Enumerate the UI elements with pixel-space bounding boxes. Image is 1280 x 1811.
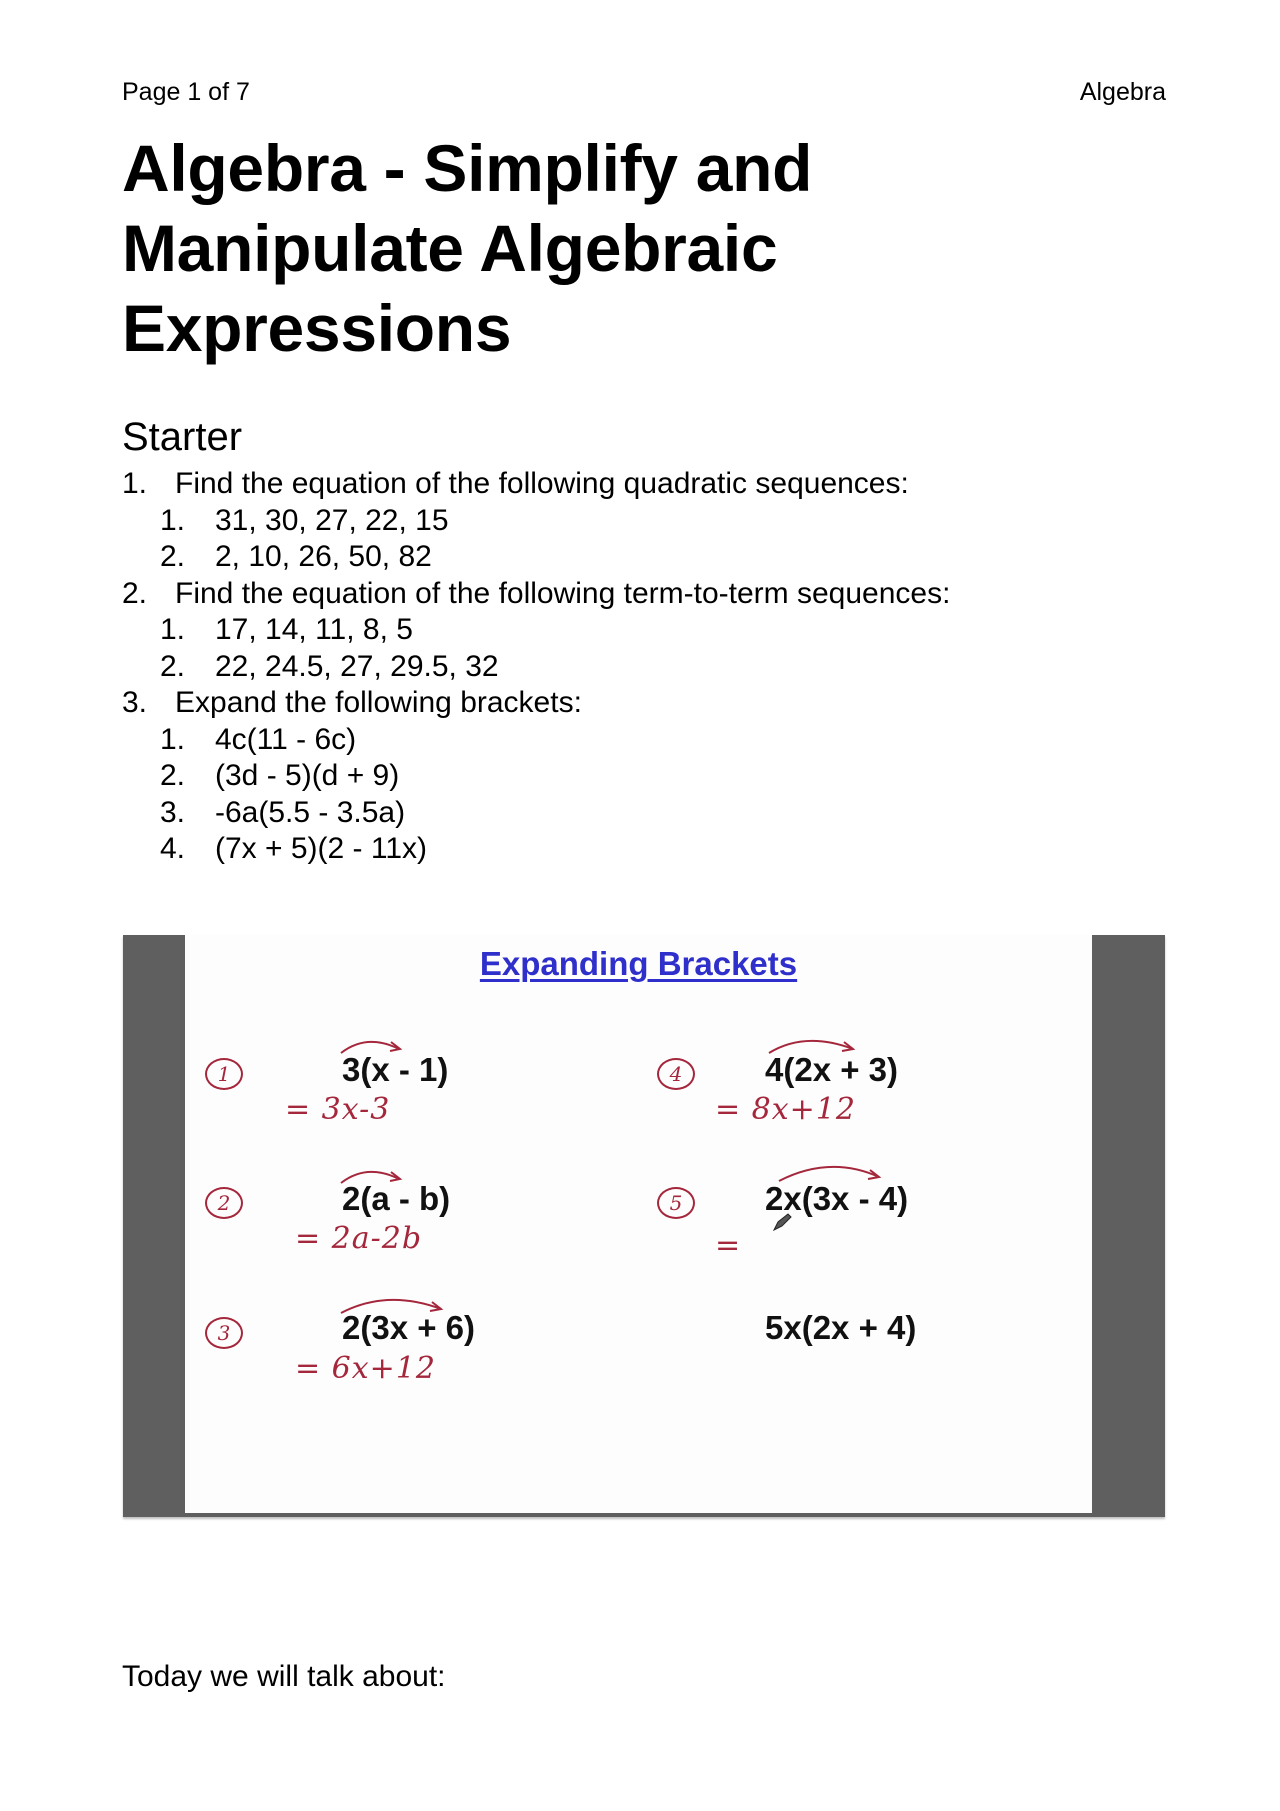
question-part [122,795,1182,832]
question-2 [122,576,1182,686]
example-answer-4: = 8x+12 [715,1092,856,1127]
part-text: (7x + 5)(2 - 11x) [215,832,428,865]
embedded-video[interactable] [123,935,1165,1517]
part-number: 4. [160,832,186,865]
question-part [122,722,1182,759]
starter-question-list [122,466,1182,868]
question-1 [122,466,1182,576]
section-heading-starter: Starter [122,415,243,459]
lesson-intro-text: Today we will talk about: [122,1660,446,1693]
question-3 [122,685,1182,868]
example-expression-4: 4(2x + 3) [765,1051,898,1088]
part-number: 2. [160,649,186,683]
example-marker-4: 4 [657,1058,695,1090]
part-text: 31, 30, 27, 22, 15 [215,503,449,537]
question-text: Find the equation of the following term-to-term sequences: [175,576,951,610]
part-text: 2, 10, 26, 50, 82 [215,540,432,573]
example-expression-5: 2x(3x - 4) [765,1180,909,1217]
pen-cursor-icon [771,1211,793,1233]
example-answer-1: = 3x-3 [285,1092,391,1127]
part-text: 22, 24.5, 27, 29.5, 32 [215,649,499,683]
subject-label: Algebra [1079,78,1166,106]
question-number: 2. [122,576,148,610]
example-expression-6: 5x(2x + 4) [765,1309,917,1346]
example-marker-3: 3 [205,1317,243,1349]
example-answer-5: = [715,1228,742,1263]
part-number: 3. [160,795,186,829]
example-expression-2: 2(a - b) [342,1180,451,1217]
part-text: 17, 14, 11, 8, 5 [215,613,413,646]
example-answer-3: = 6x+12 [295,1351,436,1386]
example-marker-1: 1 [205,1058,243,1090]
question-part [122,612,1182,649]
example-expression-3: 2(3x + 6) [342,1309,475,1346]
question-part [122,758,1182,795]
part-number: 1. [160,503,186,537]
video-whiteboard [185,935,1092,1513]
question-part [122,503,1182,540]
part-text: 4c(11 - 6c) [215,722,357,756]
question-part [122,539,1182,576]
example-expression-1: 3(x - 1) [342,1051,449,1088]
part-number: 1. [160,722,186,756]
video-title: Expanding Brackets [479,945,798,982]
part-text: -6a(5.5 - 3.5a) [215,795,406,829]
example-marker-5: 5 [657,1187,695,1219]
document-title: Algebra - Simplify and Manipulate Algebraic Expressions [122,131,813,365]
page-number: Page 1 of 7 [122,78,250,106]
question-text: Find the equation of the following quadratic sequences: [175,467,909,500]
part-number: 2. [160,759,186,792]
question-number: 3. [122,686,148,719]
question-number: 1. [122,467,148,500]
question-text: Expand the following brackets: [175,686,582,719]
question-part [122,649,1182,686]
question-part [122,831,1182,868]
example-answer-2: = 2a-2b [295,1221,423,1256]
part-text: (3d - 5)(d + 9) [215,759,400,792]
part-number: 1. [160,613,186,646]
part-number: 2. [160,540,186,573]
example-marker-2: 2 [205,1187,243,1219]
